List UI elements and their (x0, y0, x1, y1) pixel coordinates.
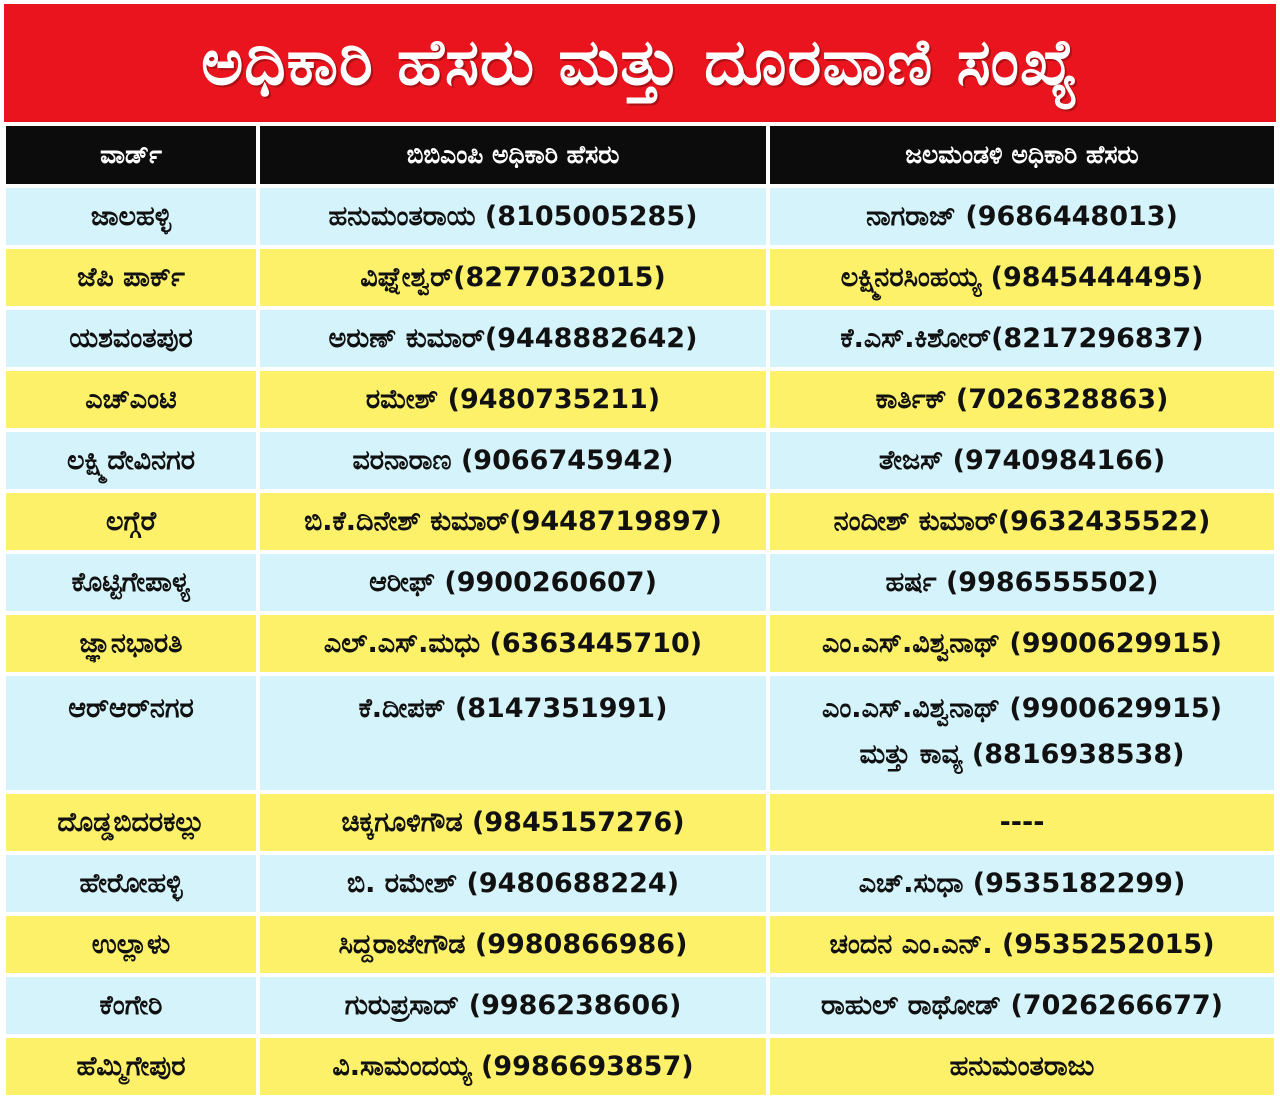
jalamandali-officer-cell: ಲಕ್ಷ್ಮಿನರಸಿಂಹಯ್ಯ (9845444495) (768, 247, 1276, 308)
column-header-jalamandali-officer: ಜಲಮಂಡಳಿ ಅಧಿಕಾರಿ ಹೆಸರು (768, 124, 1276, 186)
bbmp-officer-cell: ಚಿಕ್ಕಗೂಳಿಗೌಡ (9845157276) (258, 792, 768, 853)
ward-cell: ಕೆಂಗೇರಿ (4, 975, 258, 1036)
jalamandali-officer-cell: ಕಾರ್ತಿಕ್ (7026328863) (768, 369, 1276, 430)
table-row (4, 186, 1276, 247)
ward-cell: ಹೇರೋಹಳ್ಳಿ (4, 853, 258, 914)
table-row (4, 975, 1276, 1036)
ward-cell: ದೊಡ್ಡಬಿದರಕಲ್ಲು (4, 792, 258, 853)
column-header-bbmp-officer: ಬಿಬಿಎಂಪಿ ಅಧಿಕಾರಿ ಹೆಸರು (258, 124, 768, 186)
bbmp-officer-cell: ಸಿದ್ದರಾಜೇಗೌಡ (9980866986) (258, 914, 768, 975)
jalamandali-officer-cell: ---- (768, 792, 1276, 853)
ward-cell: ಆರ್‌ಆರ್‌ನಗರ (4, 674, 258, 792)
table-row (4, 613, 1276, 674)
jalamandali-officer-cell: ಹರ್ಷ (9986555502) (768, 552, 1276, 613)
jalamandali-officer-cell: ರಾಹುಲ್ ರಾಥೋಡ್ (7026266677) (768, 975, 1276, 1036)
bbmp-officer-cell: ಆರೀಫ್ (9900260607) (258, 552, 768, 613)
table-row (4, 1036, 1276, 1097)
table-row (4, 247, 1276, 308)
ward-cell: ಜಾಲಹಳ್ಳಿ (4, 186, 258, 247)
jalamandali-officer-cell: ನಂದೀಶ್ ಕುಮಾರ್(9632435522) (768, 491, 1276, 552)
ward-cell: ಹೆಮ್ಮಿಗೇಪುರ (4, 1036, 258, 1097)
table-row (4, 491, 1276, 552)
ward-cell: ಲಕ್ಷ್ಮಿದೇವಿನಗರ (4, 430, 258, 491)
bbmp-officer-cell: ಎಲ್.ಎಸ್.ಮಧು (6363445710) (258, 613, 768, 674)
ward-cell: ಜೆಪಿ ಪಾರ್ಕ್ (4, 247, 258, 308)
page-title: ಅಧಿಕಾರಿ ಹೆಸರು ಮತ್ತು ದೂರವಾಣಿ ಸಂಖ್ಯೆ (4, 4, 1276, 122)
jalamandali-officer-cell: ತೇಜಸ್ (9740984166) (768, 430, 1276, 491)
bbmp-officer-cell: ವಿ.ಸಾಮಂದಯ್ಯ (9986693857) (258, 1036, 768, 1097)
table-row (4, 914, 1276, 975)
jalamandali-officer-cell: ನಾಗರಾಜ್ (9686448013) (768, 186, 1276, 247)
table-row (4, 792, 1276, 853)
ward-cell: ಉಲ್ಲಾಳು (4, 914, 258, 975)
bbmp-officer-cell: ಬಿ. ರಮೇಶ್ (9480688224) (258, 853, 768, 914)
jalamandali-officer-cell (768, 674, 1276, 792)
officer-contact-table (4, 124, 1276, 1097)
jalamandali-officer-cell: ಎಂ.ಎಸ್.ವಿಶ್ವನಾಥ್ (9900629915) (768, 613, 1276, 674)
bbmp-officer-cell: ಗುರುಪ್ರಸಾದ್ (9986238606) (258, 975, 768, 1036)
table-row (4, 308, 1276, 369)
jalamandali-officer-cell: ಹನುಮಂತರಾಜು (768, 1036, 1276, 1097)
table-row (4, 853, 1276, 914)
ward-cell: ಲಗ್ಗೆರೆ (4, 491, 258, 552)
table-row (4, 430, 1276, 491)
ward-cell: ಎಚ್‌ಎಂಟಿ (4, 369, 258, 430)
bbmp-officer-cell: ಹನುಮಂತರಾಯ (8105005285) (258, 186, 768, 247)
jalamandali-officer-cell: ಚಂದನ ಎಂ.ಎನ್. (9535252015) (768, 914, 1276, 975)
jalamandali-officer-line: ಮತ್ತು ಕಾವ್ಯ (8816938538) (859, 739, 1185, 770)
bbmp-officer-cell: ಅರುಣ್ ಕುಮಾರ್(9448882642) (258, 308, 768, 369)
table-row (4, 369, 1276, 430)
bbmp-officer-cell: ವರನಾರಾಣ (9066745942) (258, 430, 768, 491)
jalamandali-officer-cell: ಕೆ.ಎಸ್.ಕಿಶೋರ್(8217296837) (768, 308, 1276, 369)
bbmp-officer-cell: ವಿಘ್ನೇಶ್ವರ್(8277032015) (258, 247, 768, 308)
ward-cell: ಜ್ಞಾನಭಾರತಿ (4, 613, 258, 674)
bbmp-officer-cell: ಬಿ.ಕೆ.ದಿನೇಶ್ ಕುಮಾರ್(9448719897) (258, 491, 768, 552)
bbmp-officer-cell: ಕೆ.ದೀಪಕ್ (8147351991) (258, 674, 768, 792)
column-header-ward: ವಾರ್ಡ್ (4, 124, 258, 186)
table-row (4, 674, 1276, 792)
table-row (4, 552, 1276, 613)
bbmp-officer-cell: ರಮೇಶ್ (9480735211) (258, 369, 768, 430)
jalamandali-officer-line: ಎಂ.ಎಸ್.ವಿಶ್ವನಾಥ್ (9900629915) (822, 693, 1222, 724)
table-header-row (4, 124, 1276, 186)
jalamandali-officer-cell: ಎಚ್.ಸುಧಾ (9535182299) (768, 853, 1276, 914)
ward-cell: ಕೊಟ್ಟಿಗೇಪಾಳ್ಯ (4, 552, 258, 613)
ward-cell: ಯಶವಂತಪುರ (4, 308, 258, 369)
